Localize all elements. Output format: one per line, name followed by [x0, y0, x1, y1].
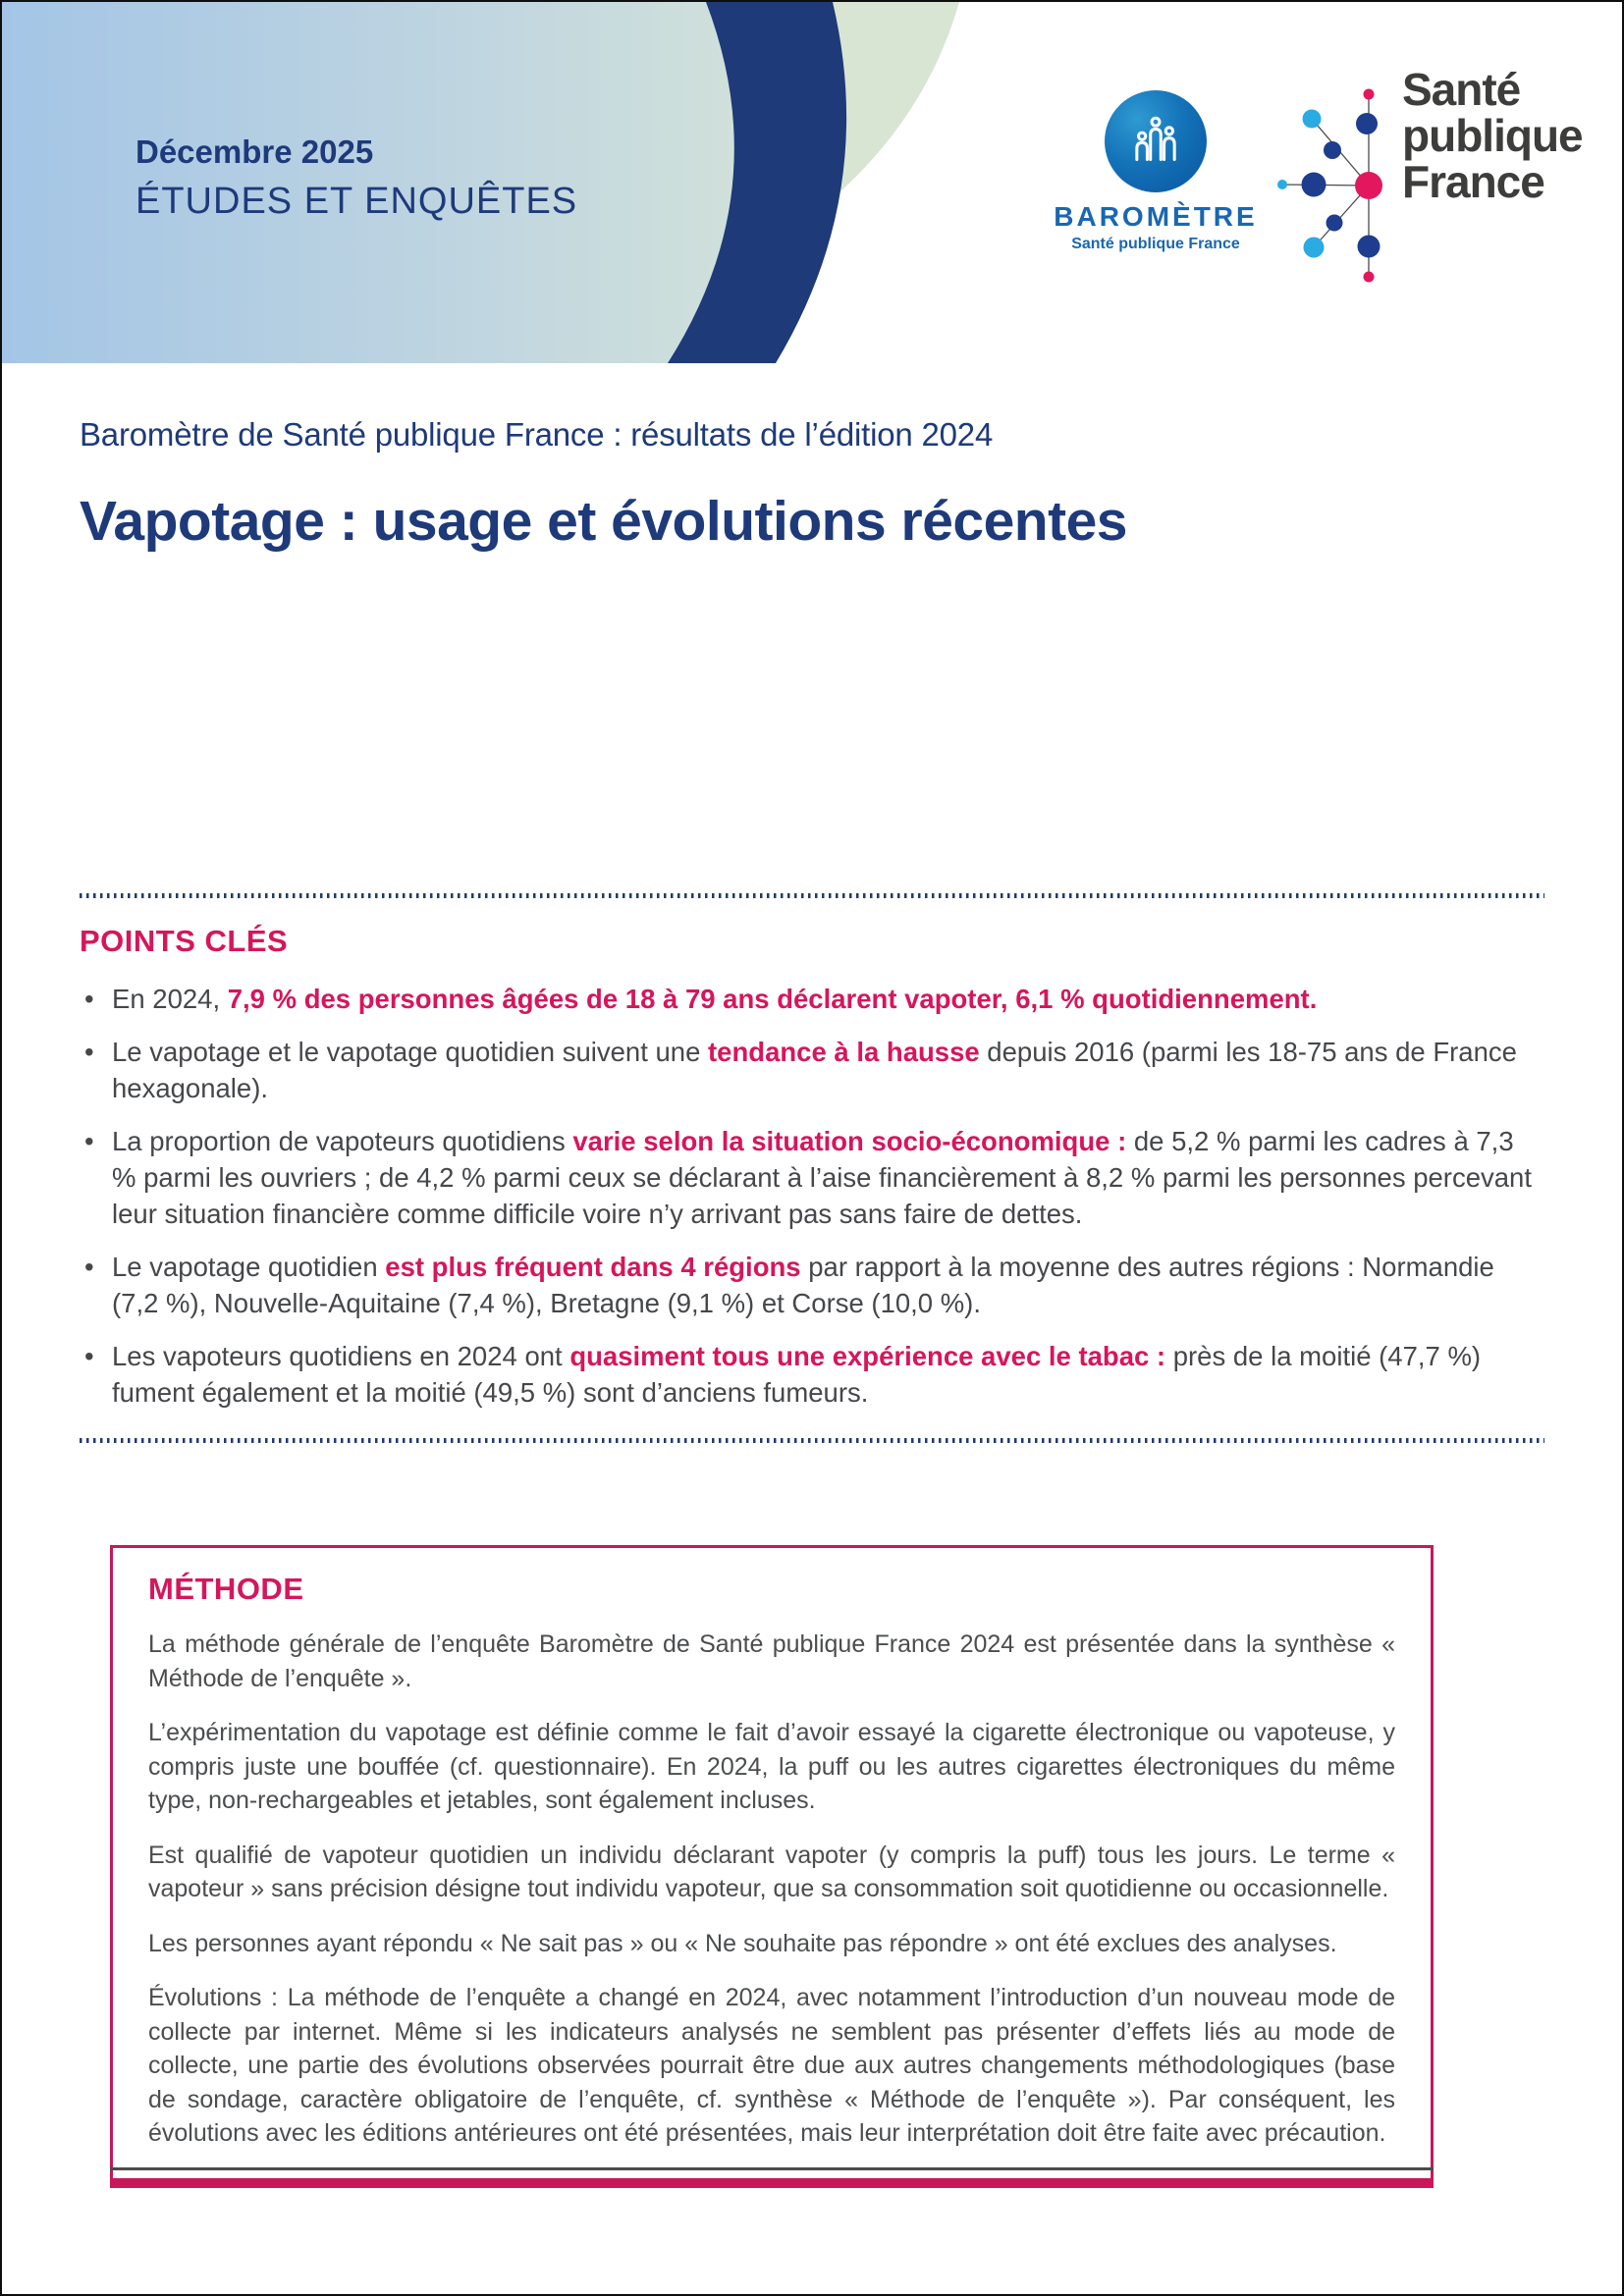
- methode-paragraphs: [148, 1628, 1395, 2151]
- key-point-item: [80, 981, 1544, 1017]
- key-point-text: près de la moitié (47,7 %) fument également et la moitié (49,5 %) sont d’anciens fumeurs.: [112, 1341, 1482, 1408]
- key-point-text: Le vapotage quotidien: [112, 1252, 386, 1282]
- points-cles-heading: POINTS CLÉS: [80, 924, 289, 958]
- key-point-text: par rapport à la moyenne des autres régions : Normandie (7,2 %), Nouvelle-Aquitaine (7,4 %), Bretagne (9,1 %) et Corse (10,0 %).: [112, 1252, 1494, 1318]
- key-point-highlight: varie selon la situation socio-économique :: [572, 1126, 1127, 1156]
- report-kicker: Baromètre de Santé publique France : résultats de l’édition 2024: [80, 416, 994, 453]
- spf-wordmark: [1402, 64, 1583, 207]
- key-point-text: Les vapoteurs quotidiens en 2024 ont: [112, 1341, 570, 1371]
- barometre-wordmark: BAROMÈTRE: [1054, 201, 1258, 232]
- publication-date: Décembre 2025: [135, 133, 374, 170]
- barometre-circle: [1105, 90, 1207, 192]
- spf-network-icon: [1263, 79, 1392, 290]
- spf-wordmark-line2: publique: [1402, 110, 1583, 161]
- spf-logo: [1263, 64, 1616, 294]
- spf-wordmark-line3: France: [1402, 156, 1544, 207]
- methode-paragraph: Évolutions : La méthode de l’enquête a changé en 2024, avec notamment l’introduction d’un nouveau mode de collecte par internet. Même si les indicateurs analysés ne semblent pas présenter d’effets liés au mode de collecte, une partie des évolutions observées pourrait être due aux autres changements méthodologiques (base de sondage, caractère obligatoire de l’enquête, cf. synthèse « Méthode de l’enquête »). Par conséquent, les évolutions avec les éditions antérieures ont été présentées, mais leur interprétation doit être faite avec précaution.: [148, 1984, 1395, 2147]
- barometre-logo: [1051, 90, 1261, 253]
- barometre-people-icon: [1123, 109, 1188, 174]
- key-point-text: de 5,2 % parmi les cadres à 7,3 % parmi les ouvriers ; de 4,2 % parmi ceux se déclarant à l’aise financièrement à 8,2 % parmi les personnes percevant leur situation financière comme difficile voire n’y arrivant pas sans faire de dettes.: [112, 1126, 1532, 1229]
- methode-paragraph: Les personnes ayant répondu « Ne sait pas » ou « Ne souhaite pas répondre » ont été exclues des analyses.: [148, 1929, 1337, 1957]
- key-point-item: [80, 1034, 1544, 1106]
- key-point-highlight: quasiment tous une expérience avec le tabac :: [569, 1341, 1166, 1371]
- key-point-highlight: tendance à la hausse: [708, 1037, 980, 1067]
- dotted-divider-top: [80, 893, 1544, 898]
- spf-wordmark-line1: Santé: [1402, 64, 1521, 115]
- key-point-item: [80, 1123, 1544, 1232]
- footer-rule: [110, 2167, 1434, 2170]
- key-point-item: [80, 1338, 1544, 1411]
- dotted-divider-bottom: [80, 1438, 1544, 1443]
- key-points-list: [80, 981, 1544, 1411]
- key-point-text: En 2024,: [112, 984, 228, 1014]
- banner: [2, 2, 1622, 363]
- key-point-highlight: est plus fréquent dans 4 régions: [385, 1252, 801, 1282]
- key-point-item: [80, 1249, 1544, 1321]
- methode-paragraph: Est qualifié de vapoteur quotidien un individu déclarant vapoter (y compris la puff) tous les jours. Le terme « vapoteur » sans précision désigne tout individu vapoteur, que sa consommation soit quotidienne ou occasionnelle.: [148, 1841, 1395, 1902]
- key-point-highlight: 7,9 % des personnes âgées de 18 à 79 ans déclarent vapoter, 6,1 % quotidiennement.: [227, 984, 1318, 1014]
- methode-paragraph: La méthode générale de l’enquête Baromètre de Santé publique France 2024 est présentée dans la synthèse « Méthode de l’enquête ».: [148, 1630, 1395, 1692]
- page-title: Vapotage : usage et évolutions récentes: [80, 490, 1128, 553]
- main-content: [2, 416, 1622, 2188]
- key-point-text: Le vapotage et le vapotage quotidien suivent une: [112, 1037, 709, 1067]
- methode-paragraph: L’expérimentation du vapotage est définie comme le fait d’avoir essayé la cigarette électronique ou vapoteuse, y compris juste une bouffée (cf. questionnaire). En 2024, la puff ou les autres cigarettes électroniques du même type, non-rechargeables et jetables, sont également incluses.: [148, 1719, 1395, 1814]
- key-point-text: La proportion de vapoteurs quotidiens: [112, 1126, 573, 1156]
- banner-header-text: [135, 133, 577, 223]
- collection-title: ÉTUDES ET ENQUÊTES: [135, 181, 578, 222]
- key-point-text: depuis 2016 (parmi les 18-75 ans de France hexagonale).: [112, 1037, 1517, 1103]
- methode-heading: MÉTHODE: [148, 1572, 304, 1606]
- methode-box: [110, 1545, 1434, 2188]
- barometre-subtitle: Santé publique France: [1071, 236, 1240, 252]
